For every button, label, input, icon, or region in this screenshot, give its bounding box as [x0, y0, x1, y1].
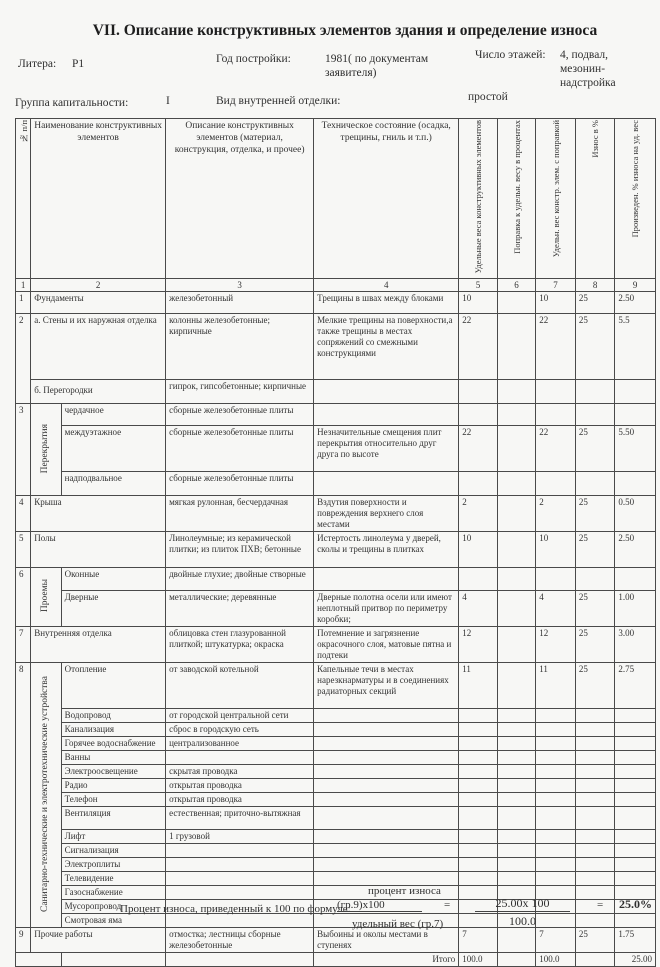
- formula-equals-1: =: [444, 899, 451, 911]
- row-number: 1: [16, 292, 31, 314]
- empty-cell: [314, 709, 459, 723]
- formula-result: 25.0%: [619, 897, 652, 911]
- col-number: 3: [166, 279, 314, 292]
- corrected-weight: 2: [536, 496, 576, 532]
- row-number: 7: [16, 627, 31, 663]
- corrected-weight: 10: [536, 532, 576, 568]
- table-row-utility: [16, 830, 656, 844]
- specific-weight: 7: [459, 928, 498, 953]
- weighted-wear: 5.5: [615, 314, 656, 380]
- empty-cell: [615, 830, 656, 844]
- empty-cell: [575, 779, 615, 793]
- weighted-wear: 5.50: [615, 426, 656, 472]
- empty-cell: [536, 807, 576, 830]
- formula-numerator: (гр.9)х100: [337, 899, 422, 912]
- element-name: Оконные: [61, 568, 165, 591]
- table-row-utility: [16, 807, 656, 830]
- header-col7: Удельн. вес констр. элем. с поправкой: [536, 119, 576, 279]
- empty-cell: [615, 751, 656, 765]
- element-name: б. Перегородки: [31, 380, 166, 404]
- element-description: [166, 844, 314, 858]
- element-name: Водопровод: [61, 709, 165, 723]
- row-number: 6: [16, 568, 31, 627]
- element-description: 1 грузовой: [166, 830, 314, 844]
- element-name: Фундаменты: [31, 292, 166, 314]
- empty-cell: [536, 765, 576, 779]
- element-state: Выбоины и околы местами в ступенях: [314, 928, 459, 953]
- empty-cell: [497, 858, 536, 872]
- empty-cell: [575, 765, 615, 779]
- specific-weight: 22: [459, 314, 498, 380]
- empty-cell: [615, 872, 656, 886]
- element-description: мягкая рулонная, бесчердачная: [166, 496, 314, 532]
- element-description: гипрок, гипсобетонные; кирпичные: [166, 380, 314, 404]
- empty-cell: [615, 737, 656, 751]
- element-name: Дверные: [61, 591, 165, 627]
- weight-correction: [497, 532, 536, 568]
- empty-cell: [536, 779, 576, 793]
- empty-cell: [536, 858, 576, 872]
- header-col4: Техническое состояние (осадка, трещины, гниль и т.п.): [314, 119, 459, 279]
- element-state: Истертость линолеума у дверей, сколы и трещины в плитках: [314, 532, 459, 568]
- weight-correction: [497, 292, 536, 314]
- empty-cell: [615, 779, 656, 793]
- table-row-utility: [16, 779, 656, 793]
- weight-correction: [497, 591, 536, 627]
- empty-cell: [575, 900, 615, 914]
- element-name: Внутренняя отделка: [31, 627, 166, 663]
- element-name: Горячее водоснабжение: [61, 737, 165, 751]
- formula-value-numerator: 25.00х 100: [475, 896, 570, 912]
- empty-cell: [536, 793, 576, 807]
- element-description: открытая проводка: [166, 793, 314, 807]
- element-description: [166, 914, 314, 928]
- empty-cell: [459, 844, 498, 858]
- corrected-weight: 7: [536, 928, 576, 953]
- row-number: 4: [16, 496, 31, 532]
- specific-weight: 11: [459, 663, 498, 709]
- element-name: Сигнализация: [61, 844, 165, 858]
- row-number: 2: [16, 314, 31, 404]
- empty-cell: [536, 709, 576, 723]
- empty-cell: [459, 807, 498, 830]
- empty-cell: [314, 858, 459, 872]
- element-description: сброс в городскую сеть: [166, 723, 314, 737]
- wear-percent: 25: [575, 532, 615, 568]
- table-row-openings-doors: [16, 591, 656, 627]
- formula-label: Процент износа, приведенный к 100 по формуле:: [120, 903, 351, 915]
- year-value: 1981( по документам заявителя): [325, 53, 429, 79]
- table-row-interior-finish: [16, 627, 656, 663]
- empty-cell: [314, 765, 459, 779]
- weight-correction: [497, 496, 536, 532]
- table-row-openings-windows: [16, 568, 656, 591]
- empty-cell: [459, 723, 498, 737]
- header-col2: Наименование конструктивных элементов: [31, 119, 166, 279]
- table-row-foundations: [16, 292, 656, 314]
- element-name: Радио: [61, 779, 165, 793]
- col-number: 2: [31, 279, 166, 292]
- weight-correction: [497, 928, 536, 953]
- group-label-floor-slabs: Перекрытия: [31, 404, 61, 496]
- table-row-partitions: [16, 380, 656, 404]
- col-number: 6: [497, 279, 536, 292]
- element-description: облицовка стен глазурованной плиткой; штукатурка; окраска: [166, 627, 314, 663]
- formula-equals-2: =: [597, 899, 604, 911]
- empty-cell: [575, 844, 615, 858]
- wear-percent: 25: [575, 496, 615, 532]
- weighted-wear: 2.50: [615, 292, 656, 314]
- empty-cell: [615, 723, 656, 737]
- element-description: естественная; приточно-вытяжная: [166, 807, 314, 830]
- col-number: 4: [314, 279, 459, 292]
- empty-cell: [536, 872, 576, 886]
- element-name: Электроплиты: [61, 858, 165, 872]
- table-row-other-works: [16, 928, 656, 953]
- element-name: Отопление: [61, 663, 165, 709]
- header-col6: Поправка к удельн. весу в процентах: [497, 119, 536, 279]
- wear-percent: 25: [575, 627, 615, 663]
- empty-cell: [314, 830, 459, 844]
- col-number: 1: [16, 279, 31, 292]
- floors-value: 4, подвал, мезонин-надстройка: [560, 49, 616, 89]
- element-name: Телевидение: [61, 872, 165, 886]
- element-description: открытая проводка: [166, 779, 314, 793]
- empty-cell: [615, 765, 656, 779]
- capital-group-label: Группа капитальности:: [15, 97, 129, 109]
- group-label-openings: Проемы: [31, 568, 61, 627]
- col-number: 7: [536, 279, 576, 292]
- specific-weight: 22: [459, 426, 498, 472]
- empty-cell: [459, 709, 498, 723]
- weighted-wear: 1.75: [615, 928, 656, 953]
- table-row-walls: [16, 314, 656, 380]
- empty-cell: [497, 793, 536, 807]
- empty-cell: [497, 765, 536, 779]
- empty-cell: [497, 872, 536, 886]
- empty-cell: [575, 872, 615, 886]
- element-name: Полы: [31, 532, 166, 568]
- header-col3: Описание конструктивных элементов (материал, конструкция, отделка, и прочее): [166, 119, 314, 279]
- interior-finish-label: Вид внутренней отделки:: [216, 95, 341, 107]
- total-corrected-weight: 100.0: [536, 953, 576, 967]
- total-weight: 100.0: [459, 953, 498, 967]
- year-label: Год постройки:: [216, 53, 291, 65]
- weight-correction: [497, 314, 536, 380]
- interior-finish-value: простой: [468, 91, 508, 103]
- header-col5: Удельные веса конструктивных элементов: [459, 119, 498, 279]
- empty-cell: [497, 779, 536, 793]
- corrected-weight: 22: [536, 314, 576, 380]
- empty-cell: [459, 779, 498, 793]
- empty-cell: [497, 751, 536, 765]
- row-number: 3: [16, 404, 31, 496]
- element-name: Телефон: [61, 793, 165, 807]
- corrected-weight: 12: [536, 627, 576, 663]
- element-state: Капельные течи в местах нарезкнарматуры и в соединениях радиаторных секций: [314, 663, 459, 709]
- weight-correction: [497, 663, 536, 709]
- element-name: Канализация: [61, 723, 165, 737]
- row-number: 9: [16, 928, 31, 953]
- element-description: от заводской котельной: [166, 663, 314, 709]
- element-name: Электроосвещение: [61, 765, 165, 779]
- corrected-weight: 4: [536, 591, 576, 627]
- table-row-utility: [16, 723, 656, 737]
- corrected-weight: 22: [536, 426, 576, 472]
- empty-cell: [314, 793, 459, 807]
- wear-table: [15, 118, 656, 967]
- total-label: Итого: [314, 953, 459, 967]
- litera-label: Литера:: [18, 58, 57, 70]
- empty-cell: [575, 830, 615, 844]
- element-name: чердачное: [61, 404, 165, 426]
- empty-cell: [575, 807, 615, 830]
- empty-cell: [497, 709, 536, 723]
- element-state: Дверные полотна осели или имеют неплотный притвор по периметру коробки;: [314, 591, 459, 627]
- element-name: Лифт: [61, 830, 165, 844]
- element-description: от городской центральной сети: [166, 709, 314, 723]
- total-weighted-wear: 25.00: [615, 953, 656, 967]
- element-name: Ванны: [61, 751, 165, 765]
- element-name: Смотровая яма: [61, 914, 165, 928]
- element-description: железобетонный: [166, 292, 314, 314]
- wear-percent: 25: [575, 663, 615, 709]
- group-label-utilities: Санитарно-технические и электротехнические устройства: [31, 663, 61, 928]
- empty-cell: [536, 737, 576, 751]
- table-row-floor-slabs-attic: [16, 404, 656, 426]
- empty-cell: [536, 830, 576, 844]
- element-state: Потемнение и загрязнение окрасочного слоя, матовые пятна и подтеки: [314, 627, 459, 663]
- formula-denominator: удельный вес (гр.7): [352, 918, 444, 930]
- col-number: 5: [459, 279, 498, 292]
- element-name: надподвальное: [61, 472, 165, 496]
- element-description: отмостка; лестницы сборные железобетонные: [166, 928, 314, 953]
- table-row-utility: [16, 751, 656, 765]
- corrected-weight: 11: [536, 663, 576, 709]
- element-name: Газоснабжение: [61, 886, 165, 900]
- element-description: металлические; деревянные: [166, 591, 314, 627]
- empty-cell: [615, 914, 656, 928]
- element-state: Мелкие трещины на поверхности,а также трещины в местах сопряжений со смежными конструкциями: [314, 314, 459, 380]
- weighted-wear: 0.50: [615, 496, 656, 532]
- empty-cell: [459, 765, 498, 779]
- element-name: а. Стены и их наружная отделка: [31, 314, 166, 380]
- element-description: Линолеумные; из керамической плитки; из плиток ПХВ; бетонные: [166, 532, 314, 568]
- empty-cell: [615, 793, 656, 807]
- element-description: [166, 751, 314, 765]
- wear-percent: 25: [575, 292, 615, 314]
- empty-cell: [575, 723, 615, 737]
- weighted-wear: 2.50: [615, 532, 656, 568]
- header-col9: Произведен. % износа на уд. вес: [615, 119, 656, 279]
- empty-cell: [575, 793, 615, 807]
- empty-cell: [575, 737, 615, 751]
- table-row-utility: [16, 709, 656, 723]
- specific-weight: 12: [459, 627, 498, 663]
- element-description: [166, 872, 314, 886]
- wear-percent: 25: [575, 426, 615, 472]
- wear-percent: 25: [575, 928, 615, 953]
- element-description: [166, 858, 314, 872]
- empty-cell: [459, 793, 498, 807]
- weighted-wear: 3.00: [615, 627, 656, 663]
- specific-weight: 2: [459, 496, 498, 532]
- element-description: колонны железобетонные; кирпичные: [166, 314, 314, 380]
- empty-cell: [575, 751, 615, 765]
- empty-cell: [314, 751, 459, 765]
- weight-correction: [497, 627, 536, 663]
- empty-cell: [314, 737, 459, 751]
- empty-cell: [615, 844, 656, 858]
- table-row-utility: [16, 844, 656, 858]
- wear-percent: 25: [575, 314, 615, 380]
- element-state: Трещины в швах между блоками: [314, 292, 459, 314]
- specific-weight: 4: [459, 591, 498, 627]
- litera-value: Р1: [72, 58, 85, 70]
- empty-cell: [459, 751, 498, 765]
- empty-cell: [536, 844, 576, 858]
- table-row-utility: [16, 858, 656, 872]
- empty-cell: [314, 872, 459, 886]
- empty-cell: [314, 844, 459, 858]
- header-col1: № п/п: [16, 119, 31, 279]
- element-name: Вентиляция: [61, 807, 165, 830]
- row-number: 8: [16, 663, 31, 928]
- empty-cell: [615, 858, 656, 872]
- formula-top-label: процент износа: [368, 885, 441, 897]
- element-name: Мусоропровод: [61, 900, 165, 914]
- specific-weight: 10: [459, 292, 498, 314]
- column-number-row: [16, 279, 656, 292]
- element-description: сборные железобетонные плиты: [166, 472, 314, 496]
- element-name: междуэтажное: [61, 426, 165, 472]
- table-row-utility: [16, 793, 656, 807]
- empty-cell: [497, 737, 536, 751]
- corrected-weight: 10: [536, 292, 576, 314]
- row-number: 5: [16, 532, 31, 568]
- empty-cell: [536, 723, 576, 737]
- empty-cell: [497, 807, 536, 830]
- element-description: централизованное: [166, 737, 314, 751]
- floors-label: Число этажей:: [475, 49, 546, 61]
- element-description: [166, 886, 314, 900]
- table-row-heating: [16, 663, 656, 709]
- table-row-floor-slabs-interfloor: [16, 426, 656, 472]
- table-row-utility: [16, 737, 656, 751]
- element-description: двойные глухие; двойные створные: [166, 568, 314, 591]
- element-description: сборные железобетонные плиты: [166, 404, 314, 426]
- specific-weight: 10: [459, 532, 498, 568]
- empty-cell: [497, 723, 536, 737]
- weight-correction: [497, 426, 536, 472]
- table-row-floor-slabs-basement: [16, 472, 656, 496]
- header-col8: Износ в %: [575, 119, 615, 279]
- empty-cell: [575, 914, 615, 928]
- element-description: скрытая проводка: [166, 765, 314, 779]
- empty-cell: [575, 858, 615, 872]
- element-description: сборные железобетонные плиты: [166, 426, 314, 472]
- empty-cell: [459, 737, 498, 751]
- element-state: Незначительные смещения плит перекрытия относительно друг друга по высоте: [314, 426, 459, 472]
- table-row-utility: [16, 872, 656, 886]
- capital-group-value: I: [166, 95, 170, 107]
- document-title: VII. Описание конструктивных элементов здания и определение износа: [92, 22, 598, 39]
- element-state: Вздутия поверхности и повреждения верхнего слоя местами: [314, 496, 459, 532]
- header-row: [16, 119, 656, 279]
- empty-cell: [314, 807, 459, 830]
- empty-cell: [497, 844, 536, 858]
- empty-cell: [575, 709, 615, 723]
- wear-percent: 25: [575, 591, 615, 627]
- weighted-wear: 2.75: [615, 663, 656, 709]
- empty-cell: [314, 779, 459, 793]
- empty-cell: [459, 830, 498, 844]
- empty-cell: [615, 807, 656, 830]
- formula-value-denominator: 100.0: [509, 914, 536, 928]
- col-number: 8: [575, 279, 615, 292]
- weighted-wear: 1.00: [615, 591, 656, 627]
- empty-cell: [314, 723, 459, 737]
- empty-cell: [459, 858, 498, 872]
- element-name: Прочие работы: [31, 928, 166, 953]
- empty-cell: [536, 751, 576, 765]
- col-number: 9: [615, 279, 656, 292]
- empty-cell: [497, 830, 536, 844]
- empty-cell: [575, 886, 615, 900]
- table-row-floors: [16, 532, 656, 568]
- element-name: Крыша: [31, 496, 166, 532]
- empty-cell: [459, 872, 498, 886]
- table-row-utility: [16, 765, 656, 779]
- empty-cell: [615, 709, 656, 723]
- table-row-roof: [16, 496, 656, 532]
